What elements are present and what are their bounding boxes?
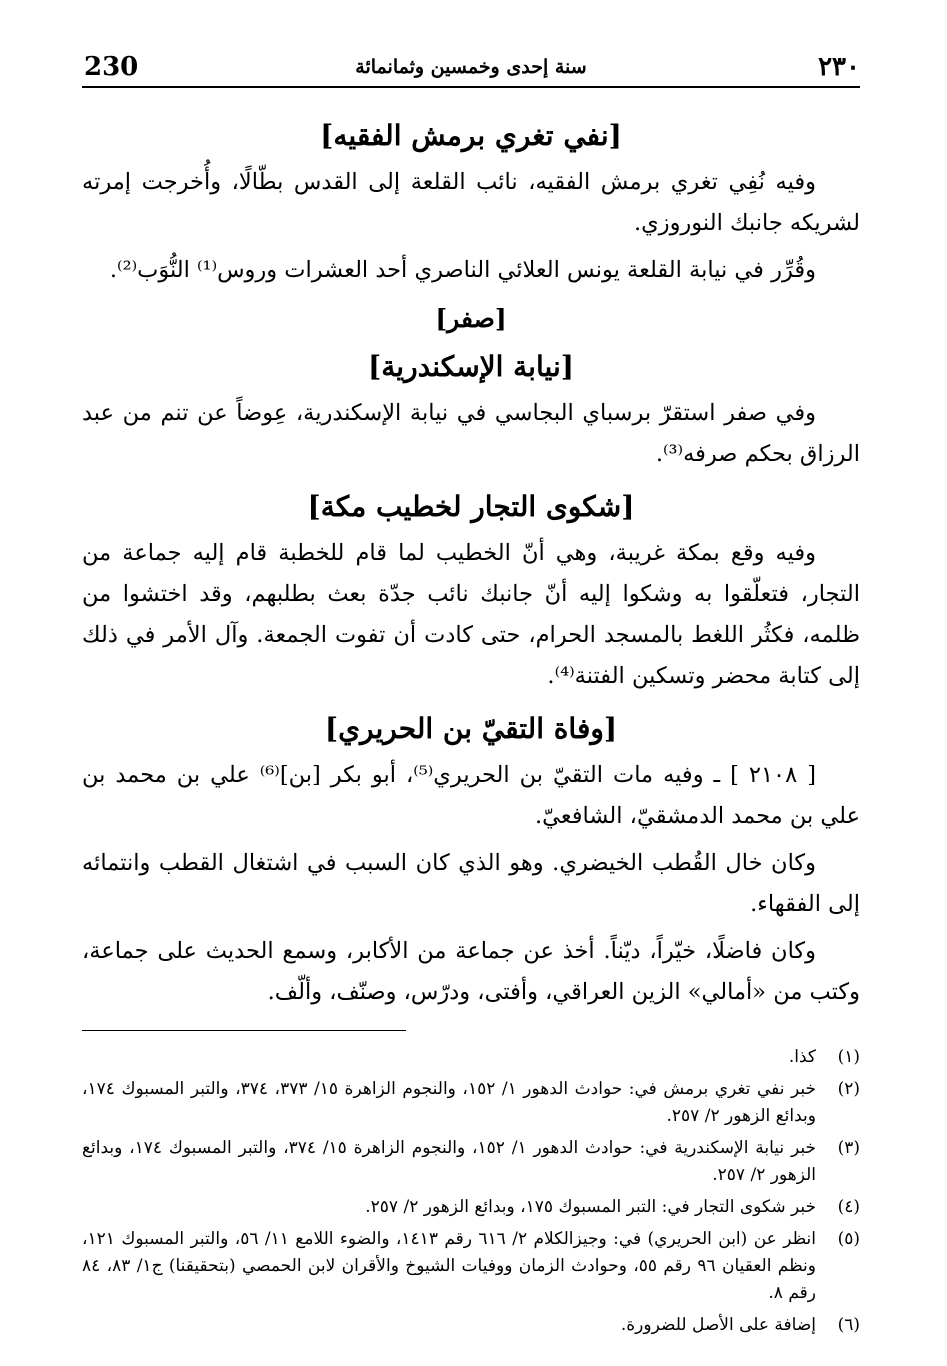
footnote <box>82 1312 860 1339</box>
section-heading: [شكوى التجار لخطيب مكة] <box>307 490 635 523</box>
footnote-text: إضافة على الأصل للضرورة. <box>620 1315 816 1335</box>
paragraph: وقُرِّر في نيابة القلعة يونس العلائي الناصري أحد العشرات وروس⁽¹⁾ النُّوَب⁽²⁾. <box>109 257 816 283</box>
footnote-number: (٣) <box>837 1138 860 1158</box>
section-heading: [وفاة التقيّ بن الحريري] <box>324 712 618 745</box>
book-page <box>82 50 860 1350</box>
footnote <box>82 1194 860 1221</box>
footnote-number: (١) <box>837 1047 860 1067</box>
footnotes <box>82 1044 860 1344</box>
footnote <box>82 1076 860 1130</box>
footnote-text: كذا. <box>788 1047 816 1067</box>
footnote-number: (٦) <box>837 1315 860 1335</box>
paragraph: وفيه نُفِي تغري برمش الفقيه، نائب القلعة إلى القدس بطّالًا، وأُخرجت إمرته لشريكه جانبك النوروزي. <box>82 169 860 236</box>
main-text <box>82 110 860 1019</box>
month-subheading: [صفر] <box>435 304 507 333</box>
footnote-number: (٥) <box>837 1229 860 1249</box>
paragraph: وكان فاضلًا، خيّراً، ديّناً. أخذ عن جماعة من الأكابر، وسمع الحديث على جماعة، وكتب من «أمالي» الزين العراقي، وأفتى، ودرّس، وصنّف، وألّف. <box>82 938 860 1005</box>
running-header <box>82 50 860 88</box>
footnote-text: خبر نيابة الإسكندرية في: حوادث الدهور ١/ ١٥٢، والنجوم الزاهرة ١٥/ ٣٧٤، والتبر المسبوك ١٧٤، وبدائع الزهور ٢/ ٢٥٧. <box>82 1138 816 1185</box>
footnote <box>82 1044 860 1071</box>
footnote-number: (٢) <box>837 1079 860 1099</box>
running-title: سنة إحدى وخمسين وثمانمائة <box>355 56 587 78</box>
paragraph: وفيه وقع بمكة غريبة، وهي أنّ الخطيب لما قام للخطبة قام إليه جماعة من التجار، فتعلّقوا به وشكوا إليه أنّ جانبك نائب جدّة بعث بطلبهم، وقد اختشوا من ظلمه، فكثُر اللغط بالمسجد الحرام، حتى كادت أن تفوت الجمعة. وآل الأمر في ذلك إلى كتابة محضر وتسكين الفتنة⁽⁴⁾. <box>82 540 860 689</box>
footnote-text: خبر نفي تغري برمش في: حوادث الدهور ١/ ١٥٢، والنجوم الزاهرة ١٥/ ٣٧٣، ٣٧٤، والتبر المسبوك ١٧٤، وبدائع الزهور ٢/ ٢٥٧. <box>82 1079 817 1126</box>
footnote <box>82 1226 860 1307</box>
footnote <box>82 1135 860 1189</box>
footnote-text: خبر شكوى التجار في: التبر المسبوك ١٧٥، وبدائع الزهور ٢/ ٢٥٧. <box>365 1197 816 1217</box>
section-heading: [نيابة الإسكندرية] <box>368 350 574 383</box>
paragraph: [ ٢١٠٨ ] ـ وفيه مات التقيّ بن الحريري⁽⁵⁾، أبو بكر [بن]⁽⁶⁾ علي بن محمد بن علي بن محمد الدمشقيّ، الشافعيّ. <box>82 762 860 829</box>
footnote-number: (٤) <box>837 1197 860 1217</box>
paragraph: وفي صفر استقرّ برسباي البجاسي في نيابة الإسكندرية، عِوضاً عن تنم من عبد الرزاق بحكم صرفه⁽³⁾. <box>82 400 860 467</box>
section-heading: [نفي تغري برمش الفقيه] <box>320 119 622 152</box>
footnote-divider <box>82 1030 406 1031</box>
page-number-latin: 230 <box>84 52 139 82</box>
page-number-arabic: ٢٣٠ <box>818 52 860 82</box>
footnote-text: انظر عن (ابن الحريري) في: وجيزالكلام ٢/ ٦١٦ رقم ١٤١٣، والضوء اللامع ١١/ ٥٦، والتبر المسبوك ١٢١، ونظم العقيان ٩٦ رقم ٥٥، وحوادث الزمان ووفيات الشيوخ والأقران لابن الحمصي (بتحقيقنا) ج١/ ٨٣، ٨٤ رقم ٨. <box>82 1229 816 1303</box>
paragraph: وكان خال القُطب الخيضري. وهو الذي كان السبب في اشتغال القطب وانتمائه إلى الفقهاء. <box>82 850 860 917</box>
